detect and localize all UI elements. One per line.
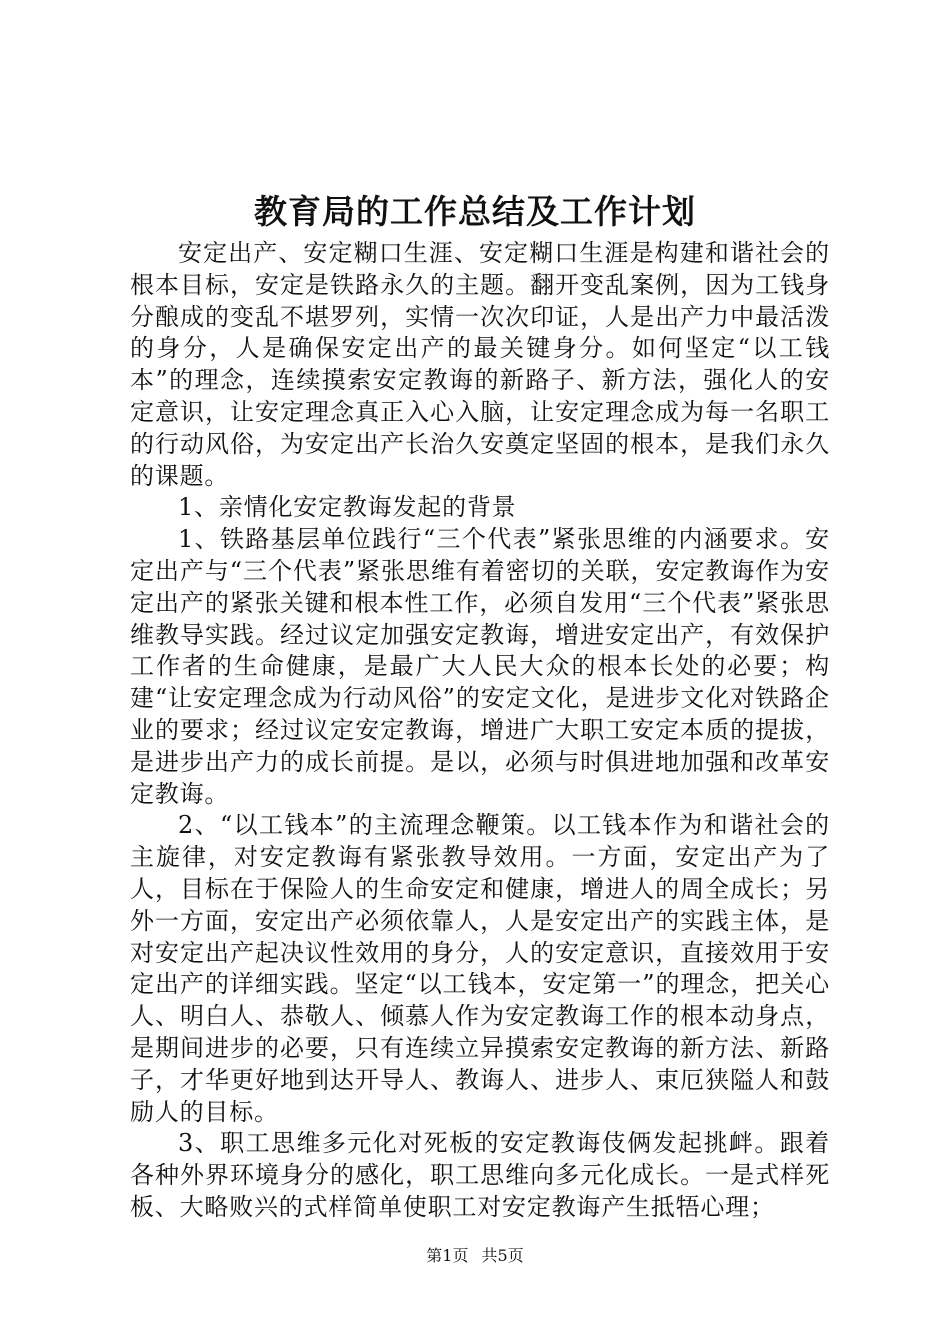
document-title: 教育局的工作总结及工作计划: [254, 192, 696, 231]
page-footer: [0, 1243, 950, 1266]
page-number: 第1页: [426, 1246, 469, 1265]
total-pages: 共5页: [481, 1246, 524, 1265]
paragraph-intro: 安定出产、安定糊口生涯、安定糊口生涯是构建和谐社会的根本目标，安定是铁路永久的主题。翻开变乱案例，因为工钱身分酿成的变乱不堪罗列，实情一次次印证，人是出产力中最活泼的身分，人是确保安定出产的最关键身分。如何坚定“以工钱本”的理念，连续摸索安定教诲的新路子、新方法，强化人的安定意识，让安定理念真正入心入脑，让安定理念成为每一名职工的行动风俗，为安定出产长治久安奠定坚固的根本，是我们永久的课题。: [130, 239, 830, 490]
paragraph-point-1: 1、铁路基层单位践行“三个代表”紧张思维的内涵要求。安定出产与“三个代表”紧张思维有着密切的关联，安定教诲作为安定出产的紧张关键和根本性工作，必须自发用“三个代表”紧张思维教导实践。经过议定加强安定教诲，增进安定出产，有效保护工作者的生命健康，是最广大人民大众的根本长处的必要；构建“让安定理念成为行动风俗”的安定文化，是进步文化对铁路企业的要求；经过议定安定教诲，增进广大职工安定本质的提拔，是进步出产力的成长前提。是以，必须与时俱进地加强和改革安定教诲。: [130, 525, 830, 808]
section-heading-background: 1、亲情化安定教诲发起的背景: [178, 493, 517, 522]
paragraph-point-3: 3、职工思维多元化对死板的安定教诲伎俩发起挑衅。跟着各种外界环境身分的感化，职工思维向多元化成长。一是式样死板、大略败兴的式样简单使职工对安定教诲产生抵牾心理；: [130, 1129, 830, 1221]
document-body: [130, 238, 830, 1224]
paragraph-point-2: 2、“以工钱本”的主流理念鞭策。以工钱本作为和谐社会的主旋律，对安定教诲有紧张教导效用。一方面，安定出产为了人，目标在于保险人的生命安定和健康，增进人的周全成长；另外一方面，安定出产必须依靠人，人是安定出产的实践主体，是对安定出产起决议性效用的身分，人的安定意识，直接效用于安定出产的详细实践。坚定“以工钱本，安定第一”的理念，把关心人、明白人、恭敬人、倾慕人作为安定教诲工作的根本动身点，是期间进步的必要，只有连续立异摸索安定教诲的新方法、新路子，才华更好地到达开导人、教诲人、进步人、束厄狭隘人和鼓励人的目标。: [130, 811, 830, 1126]
